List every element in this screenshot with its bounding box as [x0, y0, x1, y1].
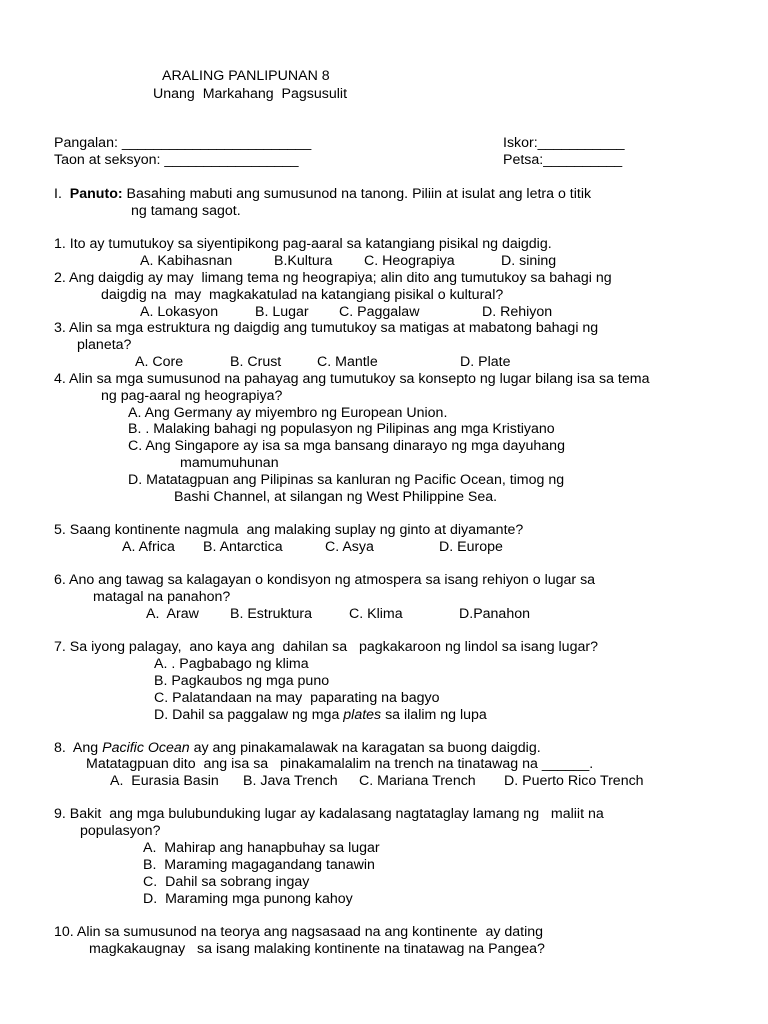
q7-choice-d — [154, 707, 487, 724]
q6-choice-a: A. Araw — [146, 606, 199, 622]
q7-choice-b: B. Pagkaubos ng mga puno — [154, 673, 330, 689]
q3-choice-a: A. Core — [135, 354, 184, 370]
question-8-text-end: ay ang pinakamalawak na karagatan sa buong daigdig. — [189, 740, 541, 756]
q9-choice-d: D. Maraming mga punong kahoy — [143, 891, 353, 907]
q2-choice-b: B. Lugar — [255, 304, 309, 320]
question-8-emphasis: Pacific Ocean — [102, 740, 190, 756]
question-9: 9. Bakit ang mga bulubunduking lugar ay kadalasang nagtataglay lamang ng maliit na — [54, 806, 604, 822]
q4-choice-d: D. Matatagpuan ang Pilipinas sa kanluran ng Pacific Ocean, timog ng — [128, 472, 565, 488]
question-5: 5. Saang kontinente nagmula ang malaking suplay ng ginto at diyamante? — [54, 522, 524, 538]
q7-choice-d-text: D. Dahil sa paggalaw ng mga — [154, 707, 344, 723]
q8-choice-a: A. Eurasia Basin — [110, 773, 219, 789]
q2-choice-a: A. Lokasyon — [140, 304, 219, 320]
q1-choice-a: A. Kabihasnan — [140, 253, 233, 269]
question-4-cont: ng pag-aaral ng heograpiya? — [101, 388, 283, 404]
instructions-text: Basahing mabuti ang sumusunod na tanong. Piliin at isulat ang letra o titik — [122, 186, 592, 202]
q2-choice-d: D. Rehiyon — [482, 304, 553, 320]
q6-choice-d: D.Panahon — [459, 606, 530, 622]
instructions-text-cont: ng tamang sagot. — [131, 203, 241, 219]
q8-choice-d: D. Puerto Rico Trench — [504, 773, 644, 789]
question-8 — [54, 740, 541, 757]
q7-choice-d-text-end: sa ilalim ng lupa — [381, 707, 487, 723]
instructions-label: Panuto: — [69, 186, 123, 202]
q2-choice-c: C. Paggalaw — [339, 304, 420, 320]
question-10: 10. Alin sa sumusunod na teorya ang nagsasaad na ang kontinente ay dating — [54, 924, 544, 940]
question-3-cont: planeta? — [77, 337, 132, 353]
q9-choice-b: B. Maraming magagandang tanawin — [143, 857, 375, 873]
q4-choice-b: B. . Malaking bahagi ng populasyon ng Pilipinas ang mga Kristiyano — [128, 421, 555, 437]
q7-choice-c: C. Palatandaan na may paparating na bagyo — [154, 690, 440, 706]
instructions-number: I. — [54, 186, 62, 202]
q5-choice-b: B. Antarctica — [203, 539, 283, 555]
q7-choice-d-emphasis: plates — [343, 707, 382, 723]
q1-choice-d: D. sining — [501, 253, 557, 269]
question-10-cont: magkakaugnay sa isang malaking kontinente na tinatawag na Pangea? — [89, 941, 545, 957]
q6-choice-b: B. Estruktura — [230, 606, 313, 622]
exam-title: ARALING PANLIPUNAN 8 — [162, 68, 330, 84]
q4-choice-c: C. Ang Singapore ay isa sa mga bansang dinarayo ng mga dayuhang — [128, 438, 565, 454]
question-6-cont: matagal na panahon? — [93, 589, 231, 605]
section-field: Taon at seksyon: _________________ — [54, 152, 299, 168]
question-8-text: 8. Ang — [54, 740, 103, 756]
q7-choice-a: A. . Pagbabago ng klima — [154, 656, 309, 672]
q3-choice-b: B. Crust — [230, 354, 282, 370]
question-8-cont: Matatagpuan dito ang isa sa pinakamalalim na trench na tinatawag na ______. — [86, 756, 594, 772]
q5-choice-d: D. Europe — [439, 539, 503, 555]
q8-choice-b: B. Java Trench — [243, 773, 338, 789]
q4-choice-c-cont: mamumuhunan — [180, 455, 279, 471]
score-field: Iskor:___________ — [503, 135, 625, 151]
question-4: 4. Alin sa mga sumusunod na pahayag ang tumutukoy sa konsepto ng lugar bilang isa sa tema — [54, 371, 650, 387]
question-9-cont: populasyon? — [80, 823, 161, 839]
q1-choice-c: C. Heograpiya — [364, 253, 455, 269]
q9-choice-c: C. Dahil sa sobrang ingay — [143, 874, 310, 890]
exam-subtitle: Unang Markahang Pagsusulit — [153, 86, 348, 102]
q6-choice-c: C. Klima — [349, 606, 403, 622]
q4-choice-a: A. Ang Germany ay miyembro ng European Union. — [128, 405, 448, 421]
q8-choice-c: C. Mariana Trench — [359, 773, 476, 789]
date-field: Petsa:__________ — [503, 152, 623, 168]
question-1: 1. Ito ay tumutukoy sa siyentipikong pag-aaral sa katangiang pisikal ng daigdig. — [54, 236, 552, 252]
question-7: 7. Sa iyong palagay, ano kaya ang dahilan sa pagkakaroon ng lindol sa isang lugar? — [54, 639, 598, 655]
q3-choice-c: C. Mantle — [317, 354, 378, 370]
question-3: 3. Alin sa mga estruktura ng daigdig ang tumutukoy sa matigas at mabatong bahagi ng — [54, 320, 599, 336]
q5-choice-a: A. Africa — [122, 539, 175, 555]
question-2: 2. Ang daigdig ay may limang tema ng heograpiya; alin dito ang tumutukoy sa bahagi ng — [54, 270, 612, 286]
q5-choice-c: C. Asya — [325, 539, 374, 555]
q1-choice-b: B.Kultura — [274, 253, 333, 269]
name-field: Pangalan: ________________________ — [54, 135, 312, 151]
question-2-cont: daigdig na may magkakatulad na katangiang pisikal o kultural? — [101, 287, 504, 303]
q3-choice-d: D. Plate — [460, 354, 511, 370]
question-6: 6. Ano ang tawag sa kalagayan o kondisyon ng atmospera sa isang rehiyon o lugar sa — [54, 572, 596, 588]
q4-choice-d-cont: Bashi Channel, at silangan ng West Philippine Sea. — [174, 489, 498, 505]
q9-choice-a: A. Mahirap ang hanapbuhay sa lugar — [143, 840, 380, 856]
instructions-line — [54, 186, 591, 203]
